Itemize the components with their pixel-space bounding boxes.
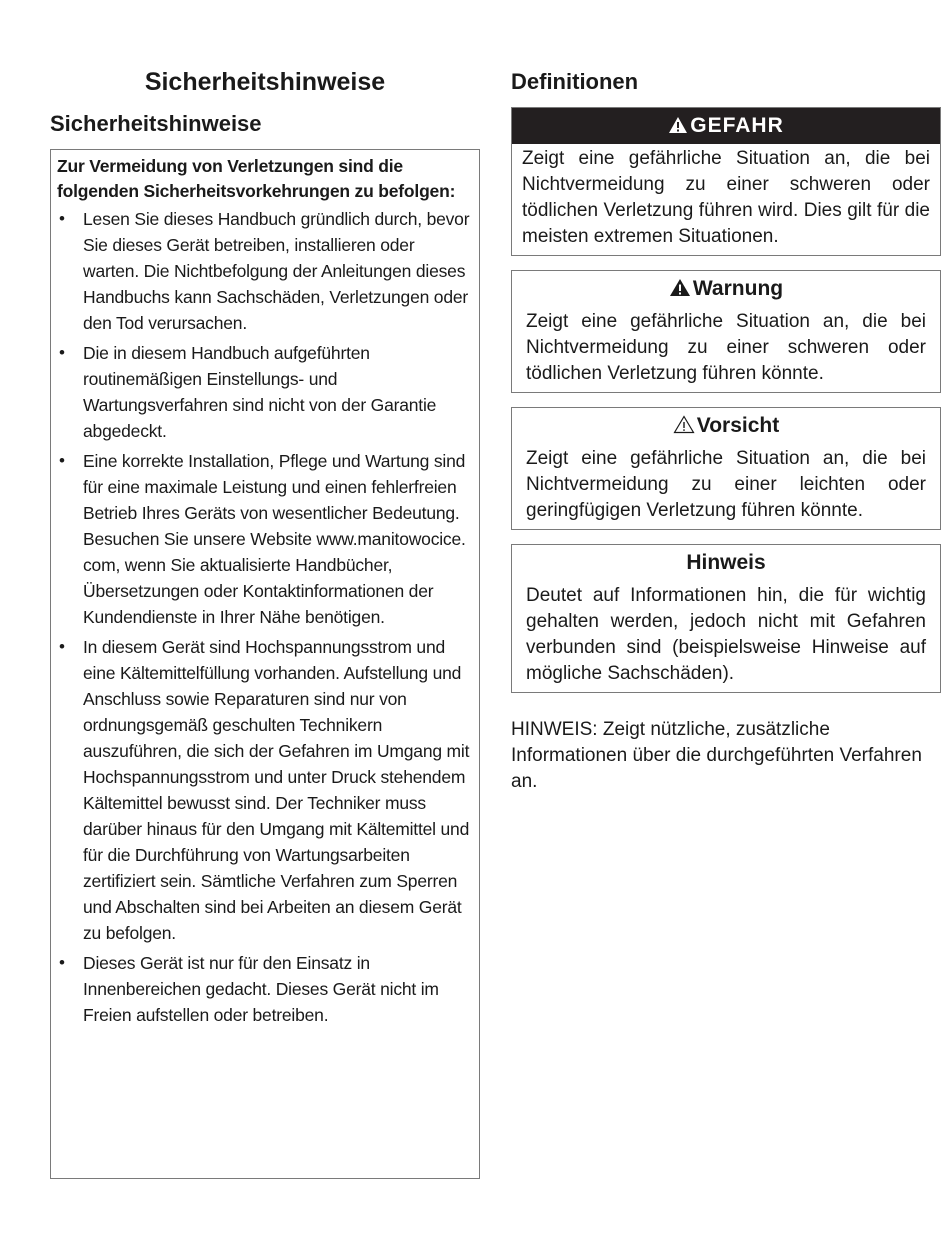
caution-header [512, 408, 940, 444]
notice-box [511, 544, 941, 693]
list-item [57, 206, 473, 336]
list-item-text: Lesen Sie dieses Handbuch gründlich durch, bevor Sie dieses Gerät betreiben, installieren oder warten. Die Nichtbefolgung der Anleitungen dieses Handbuchs kann Sachschäden, Verletzungen oder den Tod verursachen. [83, 209, 470, 333]
warning-triangle-filled-icon [669, 273, 691, 309]
danger-box [511, 107, 941, 256]
list-item [57, 448, 473, 630]
notice-label: Hinweis [686, 551, 766, 574]
caution-box [511, 407, 941, 530]
bullet: • [59, 209, 65, 228]
bullet: • [59, 953, 65, 972]
caution-label: Vorsicht [696, 414, 780, 437]
danger-header [512, 108, 940, 144]
warning-text: Zeigt eine gefährliche Situation an, die bei Nichtvermeidung zu einer schweren oder tödlichen Verletzung führen könnte. [526, 311, 926, 384]
danger-label: GEFAHR [690, 114, 784, 137]
warning-triangle-outline-icon [673, 410, 695, 446]
danger-text: Zeigt eine gefährliche Situation an, die bei Nichtvermeidung zu einer schweren oder tödlichen Verletzung führen wird. Dies gilt für die meisten extremen Situationen. [522, 148, 930, 247]
definitions-column [511, 62, 941, 795]
section-title: Sicherheitshinweise [50, 111, 262, 136]
warning-label: Warnung [692, 277, 784, 300]
warning-triangle-filled-icon [668, 110, 688, 146]
caution-text: Zeigt eine gefährliche Situation an, die bei Nichtvermeidung zu einer leichten oder geringfügigen Verletzung führen könnte. [526, 448, 926, 521]
bullet: • [59, 451, 65, 470]
safety-column [50, 62, 480, 1179]
list-item [57, 340, 473, 444]
bullet: • [59, 343, 65, 362]
notice-text: Deutet auf Informationen hin, die für wichtig gehalten werden, jedoch nicht mit Gefahren verbunden sind (beispielsweise Hinweise auf mögliche Sachschäden). [526, 585, 926, 684]
list-item-text: In diesem Gerät sind Hochspannungsstrom und eine Kältemittelfüllung vorhanden. Aufstellung und Anschluss sowie Reparaturen sind nur von ordnungsgemäß geschulten Technikern auszuführen, die sich der Gefahren im Umgang mit Hochspannungsstrom und unter Druck stehendem Kältemittel bewusst sind. Der Techniker muss darüber hinaus für den Umgang mit Kältemittel und für die Durchführung von Wartungsarbeiten zertifiziert sein. Sämtliche Verfahren zum Sperren und Abschalten sind bei Arbeiten an diesem Gerät zu befolgen. [83, 637, 470, 943]
definitions-title: Definitionen [511, 69, 639, 94]
notice-header [512, 545, 940, 581]
safety-rules-box [50, 149, 480, 1179]
list-item [57, 950, 473, 1028]
list-item-text: Eine korrekte Installation, Pflege und Wartung sind für eine maximale Leistung und einen fehlerfreien Betrieb Ihres Geräts von wesentlicher Bedeutung. Besuchen Sie unsere Website www.manitowocice. com, wenn Sie aktualisierte Handbücher, Übersetzungen oder Kontaktinformationen der Kundendienste in Ihrer Nähe benötigen. [83, 451, 466, 627]
note-text: HINWEIS: Zeigt nützliche, zusätzliche Informationen über die durchgeführten Verfahren an. [511, 719, 922, 792]
safety-list [57, 206, 473, 1028]
warning-header [512, 271, 940, 307]
bullet: • [59, 637, 65, 656]
safety-intro: Zur Vermeidung von Verletzungen sind die folgenden Sicherheitsvorkehrungen zu befolgen: [57, 156, 456, 201]
list-item-text: Die in diesem Handbuch aufgeführten routinemäßigen Einstellungs- und Wartungsverfahren sind nicht von der Garantie abgedeckt. [83, 343, 437, 441]
list-item [57, 634, 473, 946]
warning-box [511, 270, 941, 393]
page-title: Sicherheitshinweise [144, 68, 386, 96]
list-item-text: Dieses Gerät ist nur für den Einsatz in Innenbereichen gedacht. Dieses Gerät nicht im Freien aufstellen oder betreiben. [83, 953, 439, 1025]
